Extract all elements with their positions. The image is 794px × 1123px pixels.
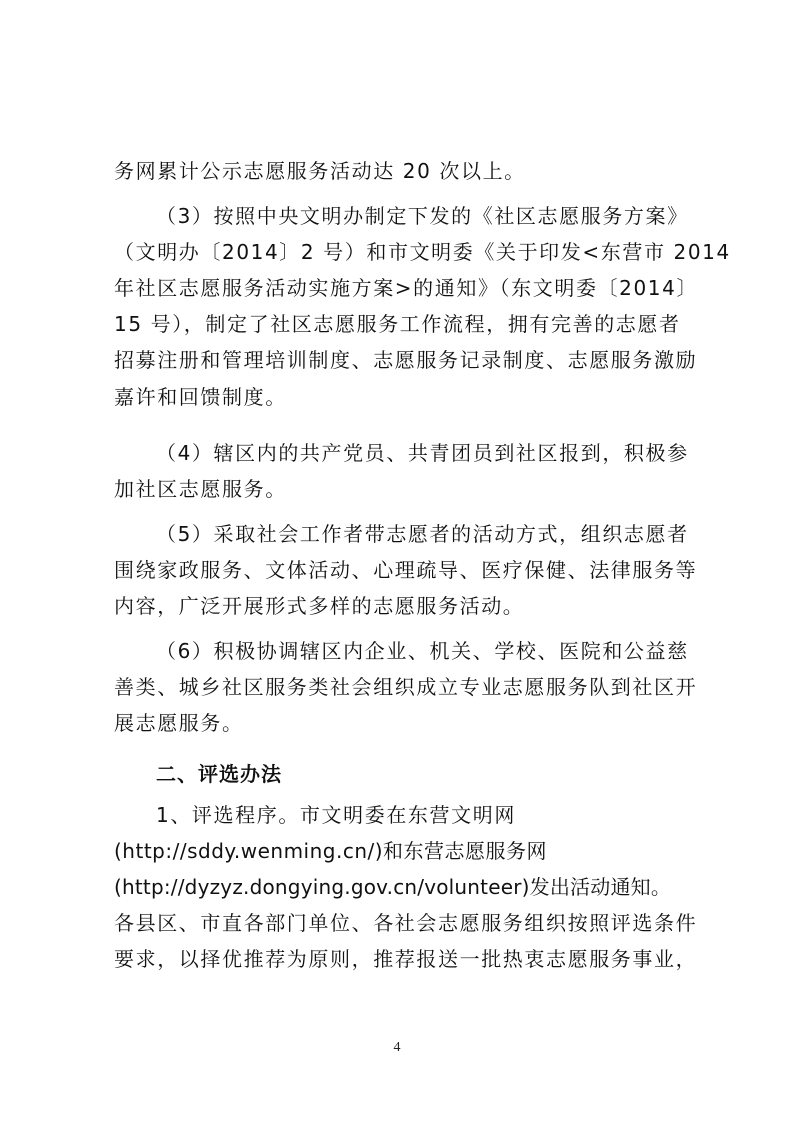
body-text-line: 招募注册和管理培训制度、志愿服务记录制度、志愿服务激励: [114, 348, 698, 372]
url-text-line: (http://sddy.wenming.cn/)和东营志愿服务网: [114, 839, 548, 863]
item-4-paragraph: （4）辖区内的共产党员、共青团员到社区报到，积极参: [156, 441, 689, 465]
body-text-line: 年社区志愿服务活动实施方案>的通知》（东文明委〔2014〕: [114, 276, 699, 300]
body-text-line: 务网累计公示志愿服务活动达 20 次以上。: [114, 159, 526, 183]
page-number: 4: [393, 1040, 401, 1055]
body-text-line: 嘉许和回馈制度。: [114, 385, 287, 409]
url-text-line: (http://dyzyz.dongying.gov.cn/volunteer)发出活动通知。: [114, 875, 672, 899]
body-text-line: 内容，广泛开展形式多样的志愿服务活动。: [114, 594, 525, 618]
item-6-paragraph: （6）积极协调辖区内企业、机关、学校、医院和公益慈: [156, 639, 689, 663]
body-text-line: 各县区、市直各部门单位、各社会志愿服务组织按照评选条件: [114, 911, 698, 935]
body-text-line: 加社区志愿服务。: [114, 477, 287, 501]
body-text-line: 围绕家政服务、文体活动、心理疏导、医疗保健、法律服务等: [114, 558, 698, 582]
item-3-paragraph: （3）按照中央文明办制定下发的《社区志愿服务方案》: [156, 204, 689, 228]
section-heading: 二、评选办法: [156, 762, 282, 786]
selection-procedure-paragraph: 1、评选程序。市文明委在东营文明网: [156, 803, 516, 827]
body-text-line: （文明办〔2014〕2 号）和市文明委《关于印发<东营市 2014: [114, 240, 731, 264]
body-text-line: 善类、城乡社区服务类社会组织成立专业志愿服务队到社区开: [114, 675, 698, 699]
item-5-paragraph: （5）采取社会工作者带志愿者的活动方式，组织志愿者: [156, 522, 689, 546]
body-text-line: 展志愿服务。: [114, 711, 244, 735]
body-text-line: 要求，以择优推荐为原则，推荐报送一批热衷志愿服务事业，: [114, 947, 698, 971]
body-text-line: 15 号），制定了社区志愿服务工作流程，拥有完善的志愿者: [114, 312, 681, 336]
